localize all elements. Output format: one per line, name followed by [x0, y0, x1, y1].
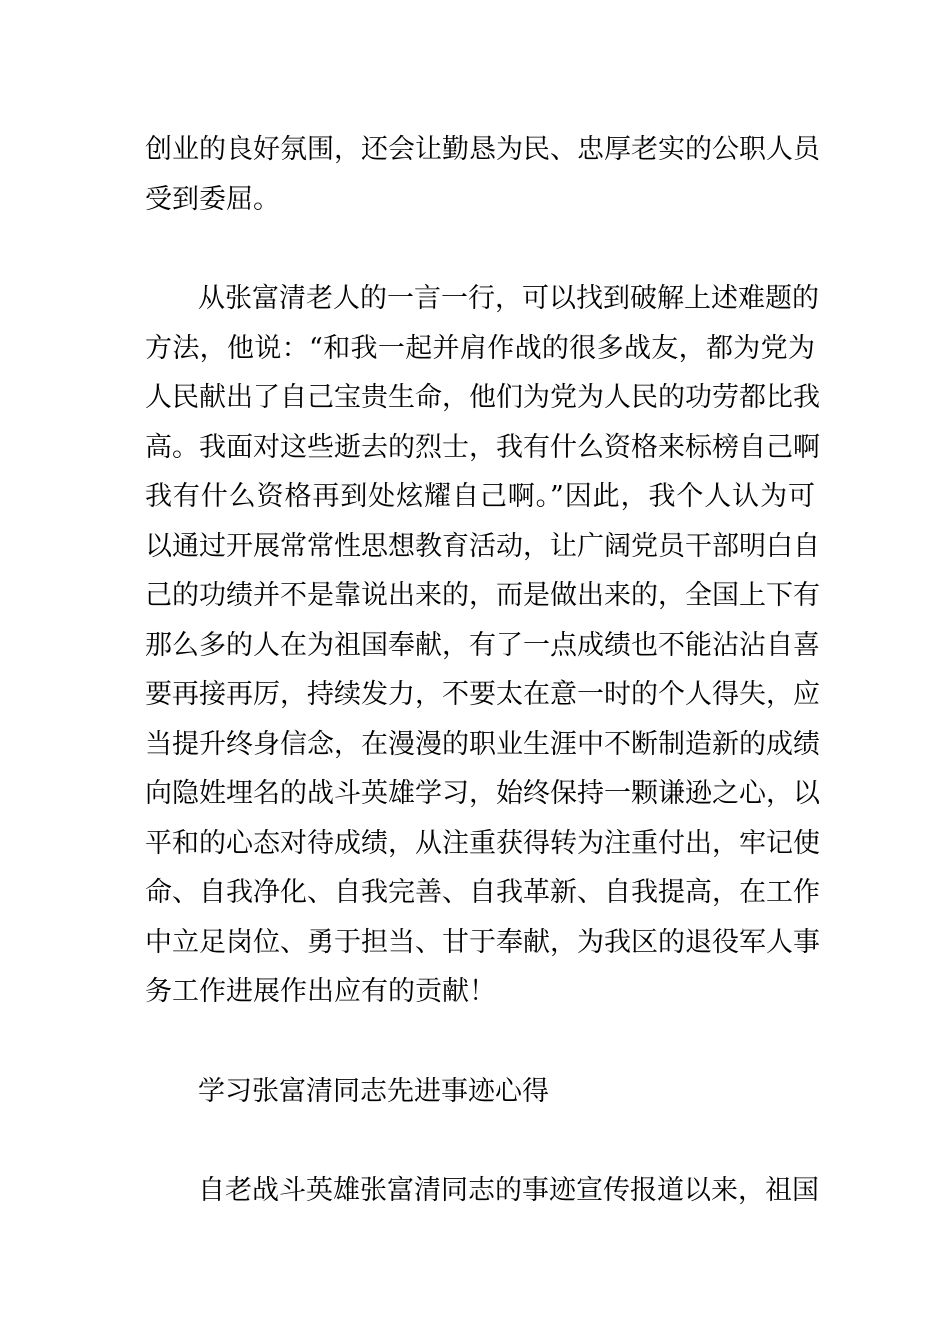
section-heading: 学习张富清同志先进事迹心得: [198, 1076, 549, 1107]
paragraph-2-line-2: 方法，他说：“和我一起并肩作战的很多战友，都为党为: [145, 333, 815, 364]
paragraph-2-line-7: 己的功绩并不是靠说出来的，而是做出来的，全国上下有: [145, 580, 820, 611]
paragraph-2-line-8: 那么多的人在为祖国奉献，有了一点成绩也不能沾沾自喜: [145, 630, 820, 661]
paragraph-2-line-14: 中立足岗位、勇于担当、甘于奉献，为我区的退役军人事: [145, 927, 820, 958]
paragraph-1-line-1: 创业的良好氛围，还会让勤恳为民、忠厚老实的公职人员: [145, 134, 820, 165]
paragraph-2-line-4: 高。我面对这些逝去的烈士，我有什么资格来标榜自己啊: [145, 432, 820, 463]
paragraph-2-line-3: 人民献出了自己宝贵生命，他们为党为人民的功劳都比我: [145, 382, 820, 413]
paragraph-2-line-15: 务工作进展作出应有的贡献！: [145, 976, 496, 1007]
paragraph-2-line-6: 以通过开展常常性思想教育活动，让广阔党员干部明白自: [145, 531, 820, 562]
paragraph-2-line-13: 命、自我净化、自我完善、自我革新、自我提高，在工作: [145, 877, 820, 908]
paragraph-2-line-10: 当提升终身信念，在漫漫的职业生涯中不断制造新的成绩: [145, 729, 820, 760]
paragraph-2-line-5: 我有什么资格再到处炫耀自己啊。”因此，我个人认为可: [145, 481, 815, 512]
paragraph-3-line-1: 自老战斗英雄张富清同志的事迹宣传报道以来，祖国: [198, 1175, 819, 1206]
paragraph-2-line-11: 向隐姓埋名的战斗英雄学习，始终保持一颗谦逊之心，以: [145, 778, 820, 809]
paragraph-2-line-12: 平和的心态对待成绩，从注重获得转为注重付出，牢记使: [145, 828, 820, 859]
paragraph-2-line-9: 要再接再厉，持续发力，不要太在意一时的个人得失，应: [145, 679, 820, 710]
paragraph-2-line-1: 从张富清老人的一言一行，可以找到破解上述难题的: [198, 283, 819, 314]
paragraph-1-line-2: 受到委屈。: [145, 184, 280, 215]
